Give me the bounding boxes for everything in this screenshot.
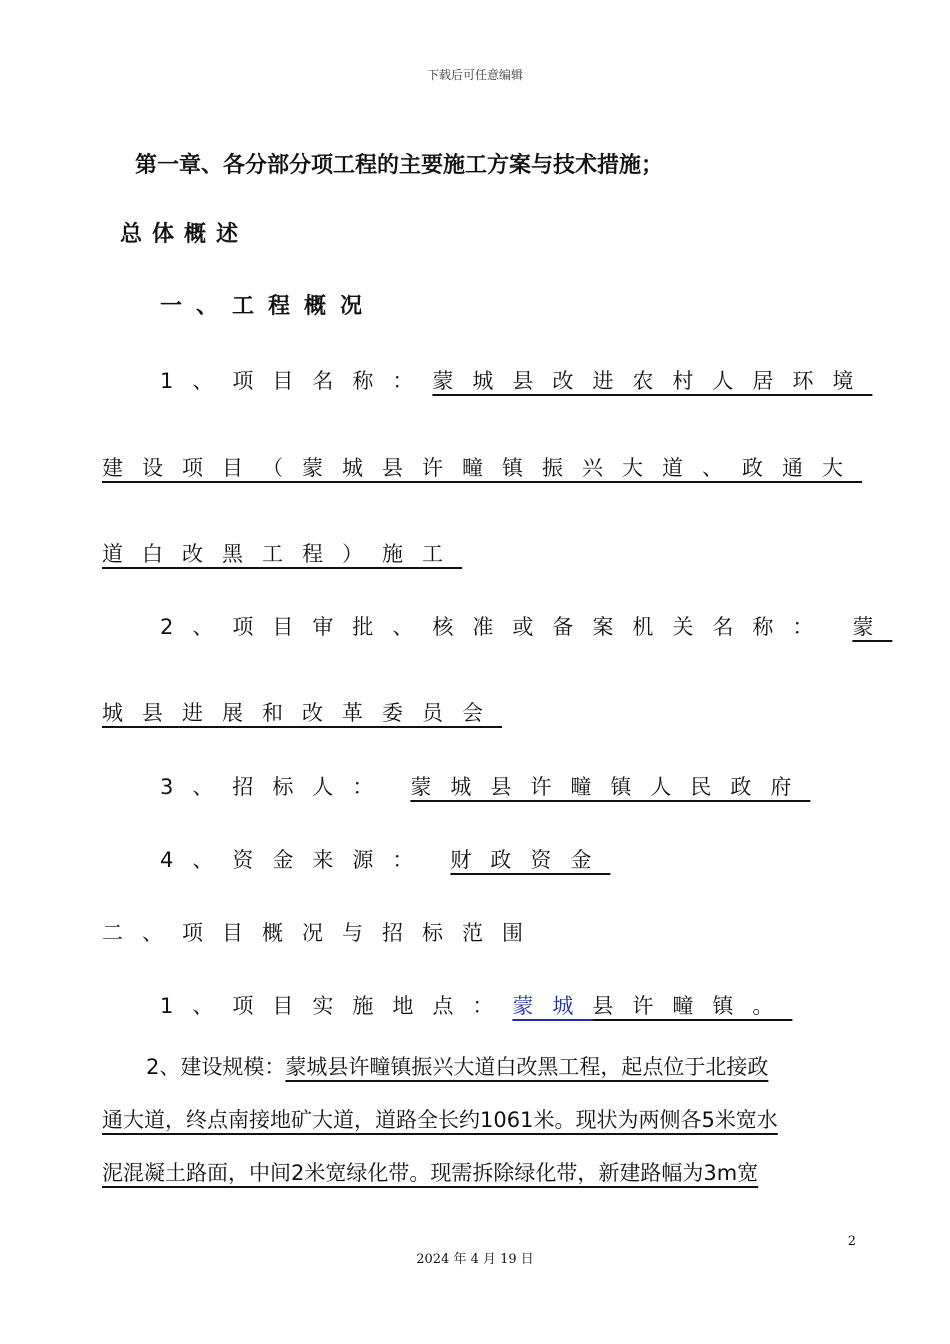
- location-link[interactable]: 蒙城: [512, 994, 593, 1018]
- project-name-value-1: 蒙城县改进农村人居环境: [432, 369, 873, 393]
- funding-label: 4、资金来源：: [160, 848, 433, 872]
- tenderer-value: 蒙城县许疃镇人民政府: [410, 775, 811, 799]
- tenderer-label: 3、招标人：: [160, 775, 393, 799]
- page-number: 2: [847, 1234, 856, 1249]
- approval-authority-label: 2、项目审批、核准或备案机关名称：: [160, 615, 833, 639]
- funding-line: [160, 844, 680, 874]
- scale-label: 2、建设规模：: [146, 1055, 286, 1079]
- scale-text-2: 通大道，终点南接地矿大道，道路全长约1061米。现状为两侧各5米宽水: [102, 1108, 778, 1132]
- section1-title: 一、工程概况: [160, 294, 377, 319]
- approval-authority-line1: [160, 611, 892, 641]
- project-name-label: 1、项目名称：: [160, 369, 433, 393]
- approval-authority-value-1: 蒙: [852, 615, 893, 639]
- location-line: [160, 990, 802, 1020]
- page-header: 下载后可任意编辑: [426, 68, 523, 82]
- chapter-title: 第一章、各分部分项工程的主要施工方案与技术措施；: [135, 153, 664, 178]
- scale-text-1: 蒙城县许疃镇振兴大道白改黑工程，起点位于北接政: [285, 1055, 769, 1079]
- project-name-line1: [160, 365, 872, 395]
- footer-date: 2024 年 4 月 19 日: [416, 1252, 534, 1267]
- scale-text-3: 泥混凝土路面，中间2米宽绿化带。现需拆除绿化带，新建路幅为3m宽: [102, 1161, 759, 1185]
- project-name-value-2: 建设项目（蒙城县许疃镇振兴大道、政通大: [102, 456, 862, 480]
- tenderer-line: [160, 771, 824, 801]
- project-name-value-3: 道白改黑工程）施工: [102, 542, 462, 566]
- location-label: 1、项目实施地点：: [160, 994, 513, 1018]
- section2-title: 二、项目概况与招标范围: [102, 921, 542, 945]
- location-value: 县许疃镇。: [592, 994, 793, 1018]
- funding-value: 财政资金: [450, 848, 611, 872]
- scale-line1: [146, 1045, 768, 1089]
- overview-title: 总体概述: [120, 222, 249, 247]
- approval-authority-value-2: 城县进展和改革委员会: [102, 701, 502, 725]
